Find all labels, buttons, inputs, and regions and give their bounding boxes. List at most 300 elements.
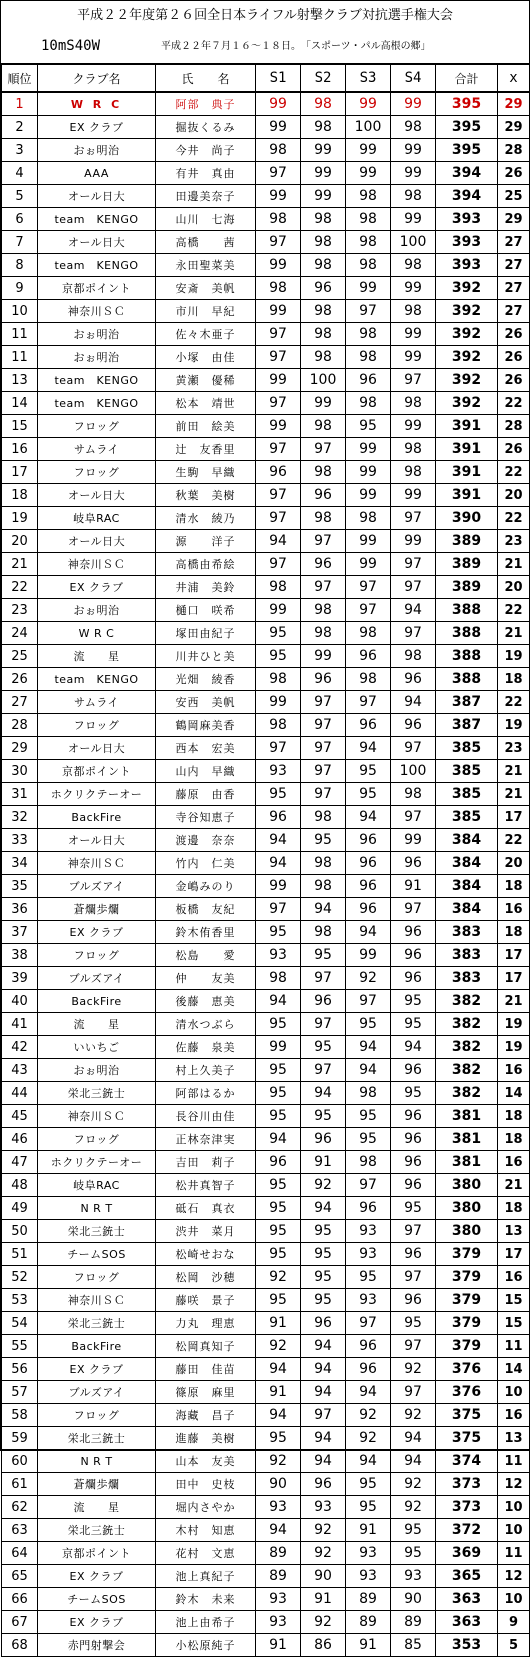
rank-cell: 68 — [2, 1634, 38, 1657]
name-cell: 正林奈津実 — [156, 1128, 256, 1151]
name-cell: 山本 友美 — [156, 1450, 256, 1473]
name-cell: 小塚 由佳 — [156, 346, 256, 369]
s3-cell: 89 — [346, 1611, 391, 1634]
name-cell: 高橋由希絵 — [156, 553, 256, 576]
x-cell: 11 — [498, 1450, 530, 1473]
name-cell: 清水 綾乃 — [156, 507, 256, 530]
table-row — [2, 254, 530, 277]
s3-cell: 93 — [346, 1542, 391, 1565]
s4-cell: 99 — [391, 346, 436, 369]
x-cell: 16 — [498, 1059, 530, 1082]
s3-cell: 96 — [346, 369, 391, 392]
s3-cell: 99 — [346, 944, 391, 967]
s3-cell: 93 — [346, 1220, 391, 1243]
s2-cell: 96 — [301, 668, 346, 691]
s4-cell: 97 — [391, 576, 436, 599]
name-cell: 塚田由紀子 — [156, 622, 256, 645]
club-cell: 神奈川ＳＣ — [38, 553, 156, 576]
s3-cell: 93 — [346, 1289, 391, 1312]
table-row — [2, 1266, 530, 1289]
s3-cell: 99 — [346, 92, 391, 116]
page-title: 平成２２年度第２６回全日本ライフル射撃クラブ対抗選手権大会 — [77, 8, 453, 23]
name-cell: 松井真智子 — [156, 1174, 256, 1197]
club-cell: サムライ — [38, 438, 156, 461]
x-cell: 17 — [498, 967, 530, 990]
table-row — [2, 1473, 530, 1496]
s2-cell: 98 — [301, 231, 346, 254]
club-cell: 栄北三銃士 — [38, 1312, 156, 1335]
s1-cell: 97 — [256, 346, 301, 369]
x-cell: 11 — [498, 1335, 530, 1358]
s3-cell: 95 — [346, 1128, 391, 1151]
name-cell: 寺谷知恵子 — [156, 806, 256, 829]
s1-cell: 97 — [256, 231, 301, 254]
name-cell: 秋葉 美樹 — [156, 484, 256, 507]
rank-cell: 11 — [2, 323, 38, 346]
s3-cell: 98 — [346, 668, 391, 691]
table-row — [2, 1611, 530, 1634]
s4-cell: 99 — [391, 323, 436, 346]
club-cell: チームSOS — [38, 1243, 156, 1266]
x-cell: 15 — [498, 1289, 530, 1312]
total-cell: 376 — [436, 1381, 498, 1404]
rank-cell: 16 — [2, 438, 38, 461]
header-rank: 順位 — [2, 64, 38, 92]
x-cell: 20 — [498, 852, 530, 875]
club-cell: フロッグ — [38, 1266, 156, 1289]
s3-cell: 95 — [346, 760, 391, 783]
x-cell: 19 — [498, 1013, 530, 1036]
x-cell: 26 — [498, 162, 530, 185]
s4-cell: 98 — [391, 645, 436, 668]
s2-cell: 96 — [301, 277, 346, 300]
s1-cell: 99 — [256, 116, 301, 139]
s3-cell: 92 — [346, 1404, 391, 1427]
total-cell: 384 — [436, 898, 498, 921]
rank-cell: 60 — [2, 1450, 38, 1473]
club-cell: フロッグ — [38, 461, 156, 484]
s1-cell: 97 — [256, 737, 301, 760]
table-row — [2, 1335, 530, 1358]
club-cell: 赤門射撃会 — [38, 1634, 156, 1657]
name-cell: 渡邊 奈奈 — [156, 829, 256, 852]
total-cell: 375 — [436, 1404, 498, 1427]
s1-cell: 97 — [256, 507, 301, 530]
s1-cell: 96 — [256, 806, 301, 829]
s4-cell: 97 — [391, 1381, 436, 1404]
s1-cell: 98 — [256, 967, 301, 990]
club-cell: W R C — [38, 92, 156, 116]
total-cell: 379 — [436, 1312, 498, 1335]
s4-cell: 98 — [391, 254, 436, 277]
rank-cell: 44 — [2, 1082, 38, 1105]
s3-cell: 99 — [346, 277, 391, 300]
s3-cell: 91 — [346, 1519, 391, 1542]
club-cell: 神奈川ＳＣ — [38, 1289, 156, 1312]
x-cell: 18 — [498, 1197, 530, 1220]
total-cell: 365 — [436, 1565, 498, 1588]
s1-cell: 93 — [256, 1588, 301, 1611]
header-s4: S4 — [391, 64, 436, 92]
s1-cell: 94 — [256, 1404, 301, 1427]
s4-cell: 98 — [391, 116, 436, 139]
club-cell: フロッグ — [38, 944, 156, 967]
table-row — [2, 1588, 530, 1611]
name-cell: 黄瀬 優稀 — [156, 369, 256, 392]
s1-cell: 95 — [256, 783, 301, 806]
name-cell: 砥石 真衣 — [156, 1197, 256, 1220]
table-row — [2, 185, 530, 208]
x-cell: 21 — [498, 760, 530, 783]
name-cell: 小松原純子 — [156, 1634, 256, 1657]
s4-cell: 94 — [391, 599, 436, 622]
s1-cell: 97 — [256, 484, 301, 507]
s3-cell: 99 — [346, 553, 391, 576]
name-cell: 松本 靖世 — [156, 392, 256, 415]
table-row — [2, 1542, 530, 1565]
s3-cell: 96 — [346, 829, 391, 852]
s1-cell: 98 — [256, 714, 301, 737]
total-cell: 384 — [436, 852, 498, 875]
s2-cell: 92 — [301, 1542, 346, 1565]
table-row — [2, 599, 530, 622]
s4-cell: 96 — [391, 668, 436, 691]
s2-cell: 96 — [301, 1128, 346, 1151]
s3-cell: 98 — [346, 254, 391, 277]
club-cell: EX クラブ — [38, 921, 156, 944]
x-cell: 16 — [498, 1266, 530, 1289]
rank-cell: 29 — [2, 737, 38, 760]
table-row — [2, 921, 530, 944]
rank-cell: 52 — [2, 1266, 38, 1289]
rank-cell: 41 — [2, 1013, 38, 1036]
table-row — [2, 1312, 530, 1335]
table-row — [2, 553, 530, 576]
s3-cell: 96 — [346, 898, 391, 921]
s3-cell: 97 — [346, 1312, 391, 1335]
total-cell: 395 — [436, 116, 498, 139]
s4-cell: 95 — [391, 1542, 436, 1565]
table-row — [2, 392, 530, 415]
s4-cell: 92 — [391, 1404, 436, 1427]
club-cell: おぉ明治 — [38, 599, 156, 622]
table-row — [2, 1128, 530, 1151]
club-cell: オール日大 — [38, 231, 156, 254]
s2-cell: 97 — [301, 760, 346, 783]
total-cell: 373 — [436, 1473, 498, 1496]
club-cell: EX クラブ — [38, 1611, 156, 1634]
rank-cell: 53 — [2, 1289, 38, 1312]
s1-cell: 91 — [256, 1381, 301, 1404]
total-cell: 363 — [436, 1588, 498, 1611]
s1-cell: 96 — [256, 461, 301, 484]
total-cell: 392 — [436, 346, 498, 369]
s3-cell: 95 — [346, 415, 391, 438]
rank-cell: 15 — [2, 415, 38, 438]
s2-cell: 97 — [301, 576, 346, 599]
s2-cell: 99 — [301, 162, 346, 185]
total-cell: 380 — [436, 1174, 498, 1197]
club-cell: 流 星 — [38, 645, 156, 668]
name-cell: 佐藤 泉美 — [156, 1036, 256, 1059]
name-cell: 清水つぶら — [156, 1013, 256, 1036]
s1-cell: 99 — [256, 875, 301, 898]
rank-cell: 40 — [2, 990, 38, 1013]
name-cell: 田邊美奈子 — [156, 185, 256, 208]
table-row — [2, 484, 530, 507]
club-cell: 岐阜RAC — [38, 1174, 156, 1197]
table-row — [2, 277, 530, 300]
s1-cell: 94 — [256, 1128, 301, 1151]
rank-cell: 42 — [2, 1036, 38, 1059]
name-cell: 前田 絵美 — [156, 415, 256, 438]
s2-cell: 98 — [301, 852, 346, 875]
table-row — [2, 530, 530, 553]
header-club: クラブ名 — [38, 64, 156, 92]
total-cell: 376 — [436, 1358, 498, 1381]
rank-cell: 31 — [2, 783, 38, 806]
club-cell: 栄北三銃士 — [38, 1519, 156, 1542]
name-cell: 佐々木亜子 — [156, 323, 256, 346]
club-cell: team KENGO — [38, 668, 156, 691]
header-s3: S3 — [346, 64, 391, 92]
s4-cell: 95 — [391, 990, 436, 1013]
s4-cell: 97 — [391, 622, 436, 645]
s2-cell: 86 — [301, 1634, 346, 1657]
x-cell: 10 — [498, 1519, 530, 1542]
event-code: 10mS40W — [41, 38, 101, 54]
rank-cell: 65 — [2, 1565, 38, 1588]
rank-cell: 59 — [2, 1427, 38, 1450]
total-cell: 391 — [436, 438, 498, 461]
name-cell: 後藤 恵美 — [156, 990, 256, 1013]
s3-cell: 96 — [346, 875, 391, 898]
rank-cell: 46 — [2, 1128, 38, 1151]
name-cell: 安西 美帆 — [156, 691, 256, 714]
s3-cell: 94 — [346, 1059, 391, 1082]
s3-cell: 97 — [346, 300, 391, 323]
rank-cell: 19 — [2, 507, 38, 530]
rank-cell: 61 — [2, 1473, 38, 1496]
total-cell: 388 — [436, 645, 498, 668]
club-cell: AAA — [38, 162, 156, 185]
table-row — [2, 898, 530, 921]
club-cell: 京都ポイント — [38, 760, 156, 783]
table-row — [2, 1519, 530, 1542]
s1-cell: 95 — [256, 1427, 301, 1450]
rank-cell: 4 — [2, 162, 38, 185]
rank-cell: 62 — [2, 1496, 38, 1519]
s2-cell: 96 — [301, 1312, 346, 1335]
table-row — [2, 139, 530, 162]
x-cell: 19 — [498, 1036, 530, 1059]
table-row — [2, 990, 530, 1013]
rank-cell: 48 — [2, 1174, 38, 1197]
name-cell: 松岡真知子 — [156, 1335, 256, 1358]
x-cell: 17 — [498, 806, 530, 829]
name-cell: 有井 真由 — [156, 162, 256, 185]
x-cell: 22 — [498, 392, 530, 415]
club-cell: オール日大 — [38, 737, 156, 760]
table-row — [2, 829, 530, 852]
name-cell: 西本 宏美 — [156, 737, 256, 760]
total-cell: 393 — [436, 254, 498, 277]
table-row — [2, 415, 530, 438]
table-row — [2, 760, 530, 783]
s2-cell: 95 — [301, 944, 346, 967]
table-row — [2, 852, 530, 875]
name-cell: 進藤 美樹 — [156, 1427, 256, 1450]
s1-cell: 91 — [256, 1312, 301, 1335]
table-row — [2, 1013, 530, 1036]
s1-cell: 94 — [256, 990, 301, 1013]
s3-cell: 94 — [346, 921, 391, 944]
s2-cell: 98 — [301, 415, 346, 438]
s3-cell: 92 — [346, 1427, 391, 1450]
s2-cell: 91 — [301, 1588, 346, 1611]
total-cell: 392 — [436, 369, 498, 392]
club-cell: 蒼爛歩爛 — [38, 898, 156, 921]
total-cell: 382 — [436, 1059, 498, 1082]
total-cell: 389 — [436, 530, 498, 553]
s4-cell: 97 — [391, 369, 436, 392]
name-cell: 辻 友香里 — [156, 438, 256, 461]
x-cell: 14 — [498, 1358, 530, 1381]
name-cell: 松崎せおな — [156, 1243, 256, 1266]
rank-cell: 49 — [2, 1197, 38, 1220]
club-cell: BackFire — [38, 1335, 156, 1358]
s1-cell: 95 — [256, 645, 301, 668]
s1-cell: 97 — [256, 438, 301, 461]
table-row — [2, 300, 530, 323]
club-cell: オール日大 — [38, 829, 156, 852]
s2-cell: 97 — [301, 783, 346, 806]
rank-cell: 27 — [2, 691, 38, 714]
name-cell: 阿部はるか — [156, 1082, 256, 1105]
s2-cell: 96 — [301, 484, 346, 507]
name-cell: 木村 知恵 — [156, 1519, 256, 1542]
name-cell: 藤咲 景子 — [156, 1289, 256, 1312]
x-cell: 23 — [498, 530, 530, 553]
table-row — [2, 438, 530, 461]
s4-cell: 99 — [391, 277, 436, 300]
s3-cell: 98 — [346, 208, 391, 231]
s4-cell: 96 — [391, 944, 436, 967]
s1-cell: 97 — [256, 162, 301, 185]
s3-cell: 89 — [346, 1588, 391, 1611]
table-row — [2, 645, 530, 668]
name-cell: 金嶋みのり — [156, 875, 256, 898]
club-cell: 蒼爛歩爛 — [38, 1473, 156, 1496]
total-cell: 379 — [436, 1289, 498, 1312]
s1-cell: 94 — [256, 852, 301, 875]
s3-cell: 99 — [346, 139, 391, 162]
club-cell: 岐阜RAC — [38, 507, 156, 530]
total-cell: 380 — [436, 1220, 498, 1243]
s3-cell: 95 — [346, 1473, 391, 1496]
table-row — [2, 461, 530, 484]
s4-cell: 96 — [391, 1128, 436, 1151]
s2-cell: 96 — [301, 990, 346, 1013]
s4-cell: 97 — [391, 1335, 436, 1358]
table-row — [2, 714, 530, 737]
table-row — [2, 1105, 530, 1128]
name-cell: 池上真紀子 — [156, 1565, 256, 1588]
s1-cell: 97 — [256, 898, 301, 921]
s2-cell: 98 — [301, 875, 346, 898]
s4-cell: 94 — [391, 1036, 436, 1059]
s2-cell: 92 — [301, 1611, 346, 1634]
s2-cell: 97 — [301, 438, 346, 461]
s4-cell: 97 — [391, 737, 436, 760]
x-cell: 27 — [498, 231, 530, 254]
club-cell: team KENGO — [38, 254, 156, 277]
table-row — [2, 208, 530, 231]
s1-cell: 95 — [256, 1289, 301, 1312]
x-cell: 27 — [498, 254, 530, 277]
rank-cell: 9 — [2, 277, 38, 300]
s2-cell: 96 — [301, 553, 346, 576]
rank-cell: 25 — [2, 645, 38, 668]
club-cell: おぉ明治 — [38, 1059, 156, 1082]
total-cell: 393 — [436, 231, 498, 254]
total-cell: 385 — [436, 737, 498, 760]
x-cell: 22 — [498, 829, 530, 852]
s2-cell: 94 — [301, 898, 346, 921]
club-cell: team KENGO — [38, 208, 156, 231]
table-row — [2, 162, 530, 185]
rank-cell: 66 — [2, 1588, 38, 1611]
rank-cell: 43 — [2, 1059, 38, 1082]
x-cell: 18 — [498, 1128, 530, 1151]
table-row — [2, 1634, 530, 1657]
table-row — [2, 1427, 530, 1450]
club-cell: ブルズアイ — [38, 875, 156, 898]
s3-cell: 96 — [346, 1335, 391, 1358]
s3-cell: 93 — [346, 1243, 391, 1266]
name-cell: 鶴岡麻美香 — [156, 714, 256, 737]
s2-cell: 97 — [301, 1059, 346, 1082]
x-cell: 17 — [498, 944, 530, 967]
club-cell: N R T — [38, 1450, 156, 1473]
x-cell: 14 — [498, 1082, 530, 1105]
club-cell: 神奈川ＳＣ — [38, 852, 156, 875]
s2-cell: 97 — [301, 967, 346, 990]
club-cell: ブルズアイ — [38, 967, 156, 990]
name-cell: 掘抜くるみ — [156, 116, 256, 139]
total-cell: 393 — [436, 208, 498, 231]
rank-cell: 1 — [2, 92, 38, 116]
s4-cell: 97 — [391, 507, 436, 530]
s4-cell: 96 — [391, 921, 436, 944]
s1-cell: 99 — [256, 599, 301, 622]
x-cell: 20 — [498, 576, 530, 599]
name-cell: 松岡 沙穂 — [156, 1266, 256, 1289]
s2-cell: 94 — [301, 1427, 346, 1450]
rank-cell: 14 — [2, 392, 38, 415]
total-cell: 392 — [436, 277, 498, 300]
x-cell: 27 — [498, 300, 530, 323]
s3-cell: 95 — [346, 1105, 391, 1128]
total-cell: 391 — [436, 461, 498, 484]
s3-cell: 98 — [346, 346, 391, 369]
s2-cell: 92 — [301, 1174, 346, 1197]
name-cell: 渋井 菜月 — [156, 1220, 256, 1243]
s4-cell: 85 — [391, 1634, 436, 1657]
x-cell: 21 — [498, 783, 530, 806]
club-cell: EX クラブ — [38, 576, 156, 599]
s3-cell: 98 — [346, 323, 391, 346]
